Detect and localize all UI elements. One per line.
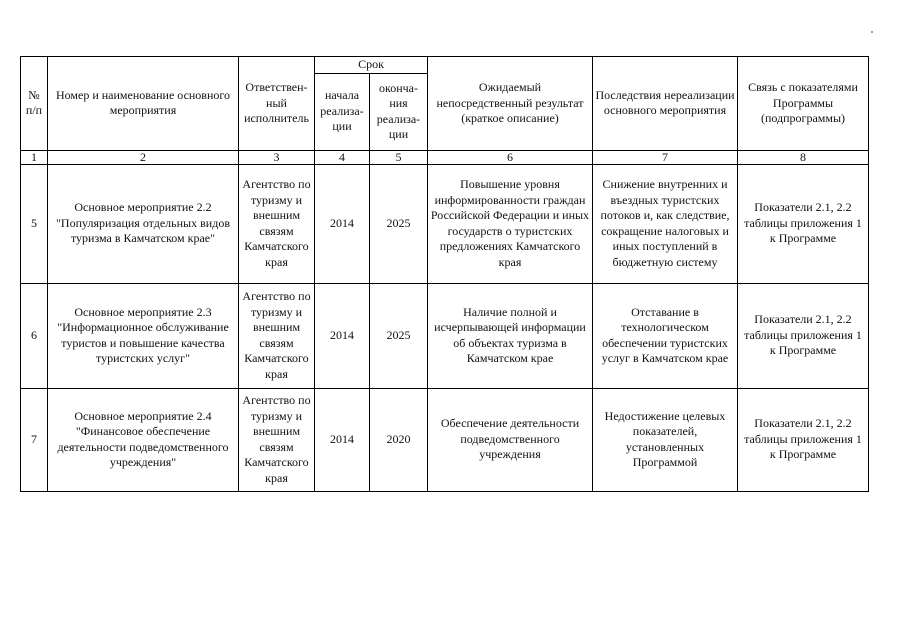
- row-end: 2020: [370, 388, 428, 491]
- header-result: Ожидаемый непосредственный результат (краткое описание): [428, 57, 593, 151]
- column-number: 7: [593, 150, 738, 164]
- column-number: 2: [48, 150, 239, 164]
- column-number: 8: [738, 150, 869, 164]
- row-link: Показатели 2.1, 2.2 таблицы приложения 1 к Программе: [738, 164, 869, 283]
- row-executor: Агентство по туризму и внешним связям Камчатского края: [239, 283, 315, 388]
- row-consequences: Снижение внутренних и въездных туристских потоков и, как следствие, сокращение налоговых и иных поступлений в бюджетную систему: [593, 164, 738, 283]
- row-num: 6: [21, 283, 48, 388]
- row-name: Основное мероприятие 2.3 "Информационное обслуживание туристов и повышение качества туристских услуг": [48, 283, 239, 388]
- row-link: Показатели 2.1, 2.2 таблицы приложения 1 к Программе: [738, 283, 869, 388]
- row-result: Наличие полной и исчерпывающей информации об объектах туризма в Камчатском крае: [428, 283, 593, 388]
- row-end: 2025: [370, 164, 428, 283]
- row-executor: Агентство по туризму и внешним связям Камчатского края: [239, 164, 315, 283]
- header-start: начала реализа-ции: [315, 73, 370, 150]
- row-executor: Агентство по туризму и внешним связям Камчатского края: [239, 388, 315, 491]
- row-end: 2025: [370, 283, 428, 388]
- row-name: Основное мероприятие 2.2 "Популяризация отдельных видов туризма в Камчатском крае": [48, 164, 239, 283]
- header-link: Связь с показателями Программы (подпрограммы): [738, 57, 869, 151]
- row-num: 7: [21, 388, 48, 491]
- row-start: 2014: [315, 283, 370, 388]
- row-result: Обеспечение деятельности подведомственного учреждения: [428, 388, 593, 491]
- row-num: 5: [21, 164, 48, 283]
- row-result: Повышение уровня информированности граждан Российской Федерации и иных государств о туристских предложениях Камчатского края: [428, 164, 593, 283]
- row-consequences: Недостижение целевых показателей, установленных Программой: [593, 388, 738, 491]
- column-number: 4: [315, 150, 370, 164]
- row-start: 2014: [315, 164, 370, 283]
- header-name: Номер и наименование основного мероприятия: [48, 57, 239, 151]
- column-number: 1: [21, 150, 48, 164]
- table-row: [21, 164, 869, 283]
- table-row: [21, 283, 869, 388]
- row-link: Показатели 2.1, 2.2 таблицы приложения 1 к Программе: [738, 388, 869, 491]
- column-numbers-row: [21, 150, 869, 164]
- column-number: 3: [239, 150, 315, 164]
- row-start: 2014: [315, 388, 370, 491]
- row-name: Основное мероприятие 2.4 "Финансовое обеспечение деятельности подведомственного учреждения": [48, 388, 239, 491]
- table-row: [21, 388, 869, 491]
- header-row: [21, 57, 869, 74]
- header-end: оконча-ния реализа-ции: [370, 73, 428, 150]
- header-num: № п/п: [21, 57, 48, 151]
- header-executor: Ответствен-ный исполнитель: [239, 57, 315, 151]
- row-consequences: Отставание в технологическом обеспечении туристских услуг в Камчатском крае: [593, 283, 738, 388]
- header-consequences: Последствия нереализации основного мероприятия: [593, 57, 738, 151]
- scan-speck: [871, 31, 873, 33]
- column-number: 5: [370, 150, 428, 164]
- header-term: Срок: [315, 57, 428, 74]
- column-number: 6: [428, 150, 593, 164]
- activities-table: [20, 56, 869, 492]
